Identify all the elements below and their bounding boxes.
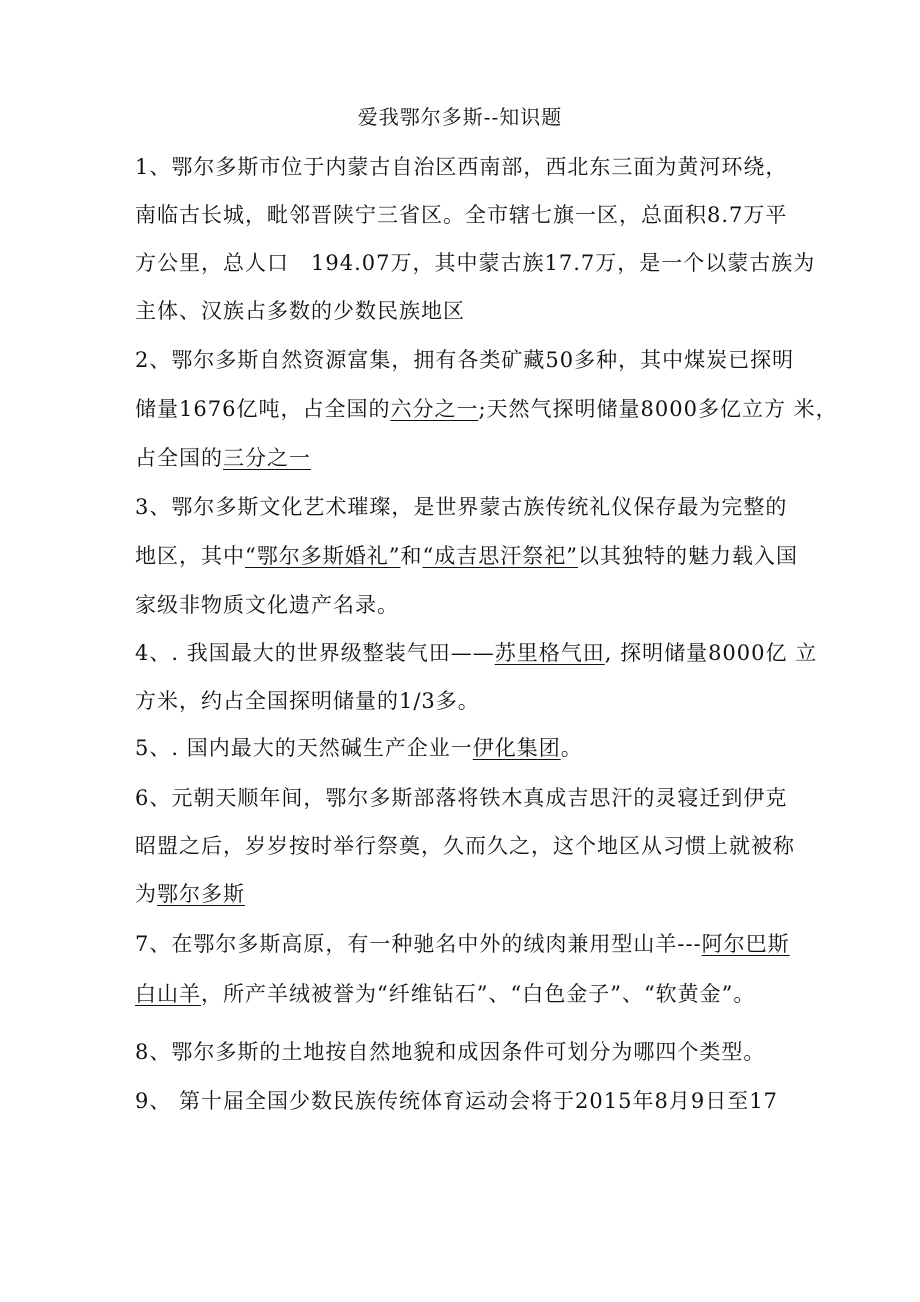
q4-text-a: 4、. 我国最大的世界级整装气田—— [135,641,495,665]
q2-answer-coal-share: 六分之一 [390,397,479,421]
q7-line-1 [135,929,790,959]
q6-text-a: 为 [135,882,157,906]
q5-text-a: 5、. 国内最大的天然碱生产企业一 [135,736,473,760]
q3-text-a: 地区，其中 [135,544,245,568]
q2-line-3 [135,443,311,473]
q3-line-3: 家级非物质文化遗产名录。 [135,593,399,617]
q5-line-1 [135,733,583,763]
q9-line-1: 9、 第十届全国少数民族传统体育运动会将于2015年8月9日至17 [135,1089,778,1113]
q6-line-1: 6、元朝天顺年间，鄂尔多斯部落将铁木真成吉思汗的灵寝迁到伊克 [135,786,788,810]
q7-line-2 [135,979,755,1009]
q3-line-2 [135,541,798,571]
q6-line-3 [135,879,245,909]
q1-line-1: 1、鄂尔多斯市位于内蒙古自治区西南部，西北东三面为黄河环绕， [135,155,788,179]
q2-line-1: 2、鄂尔多斯自然资源富集，拥有各类矿藏50多种，其中煤炭已探明 [135,348,795,372]
q7-answer-goat-part1: 阿尔巴斯 [701,932,790,956]
q8-line-1: 8、鄂尔多斯的土地按自然地貌和成因条件可划分为哪四个类型。 [135,1040,766,1064]
q2-text-a: 储量1676亿吨，占全国的 [135,397,391,421]
q4-line-2: 方米，约占全国探明储量的1/3多。 [135,689,480,713]
q4-text-b: , 探明储量8000亿 立 [604,641,818,665]
q2-text-b: ;天然气探明储量8000多亿立方 米， [478,397,838,421]
q7-text-b: ，所产羊绒被誉为“纤维钻石”、“白色金子”、“软黄金”。 [201,982,756,1006]
q2-answer-gas-share: 三分之一 [223,446,311,470]
q7-answer-goat-part2: 白山羊 [135,982,201,1006]
q3-line-1: 3、鄂尔多斯文化艺术璀璨，是世界蒙古族传统礼仪保存最为完整的 [135,495,788,519]
q6-line-2: 昭盟之后，岁岁按时举行祭奠，久而久之，这个地区从习惯上就被称 [135,834,795,858]
q3-answer-wedding: “鄂尔多斯婚礼” [245,544,401,568]
q1-line-2: 南临古长城，毗邻晋陕宁三省区。全市辖七旗一区，总面积8.7万平 [135,203,788,227]
q1-line-4: 主体、汉族占多数的少数民族地区 [135,299,465,323]
q2-line-2 [135,394,838,424]
q3-answer-ritual: “成吉思汗祭祀” [422,544,578,568]
q5-text-b: 。 [560,736,583,760]
q4-answer-gas-field: 苏里格气田 [494,641,605,665]
q3-text-c: 以其独特的魅力载入国 [577,544,798,568]
q1-line-3: 方公里，总人口 194.07万，其中蒙古族17.7万，是一个以蒙古族为 [135,251,816,275]
document-title: 爱我鄂尔多斯--知识题 [357,105,563,129]
q2-text-c: 占全国的 [135,446,223,470]
q4-line-1 [135,638,817,668]
q6-answer-name: 鄂尔多斯 [157,882,245,906]
q5-answer-company: 伊化集团 [472,736,561,760]
q7-text-a: 7、在鄂尔多斯高原，有一种驰名中外的绒肉兼用型山羊--- [135,932,702,956]
q3-text-b: 和 [400,544,423,568]
